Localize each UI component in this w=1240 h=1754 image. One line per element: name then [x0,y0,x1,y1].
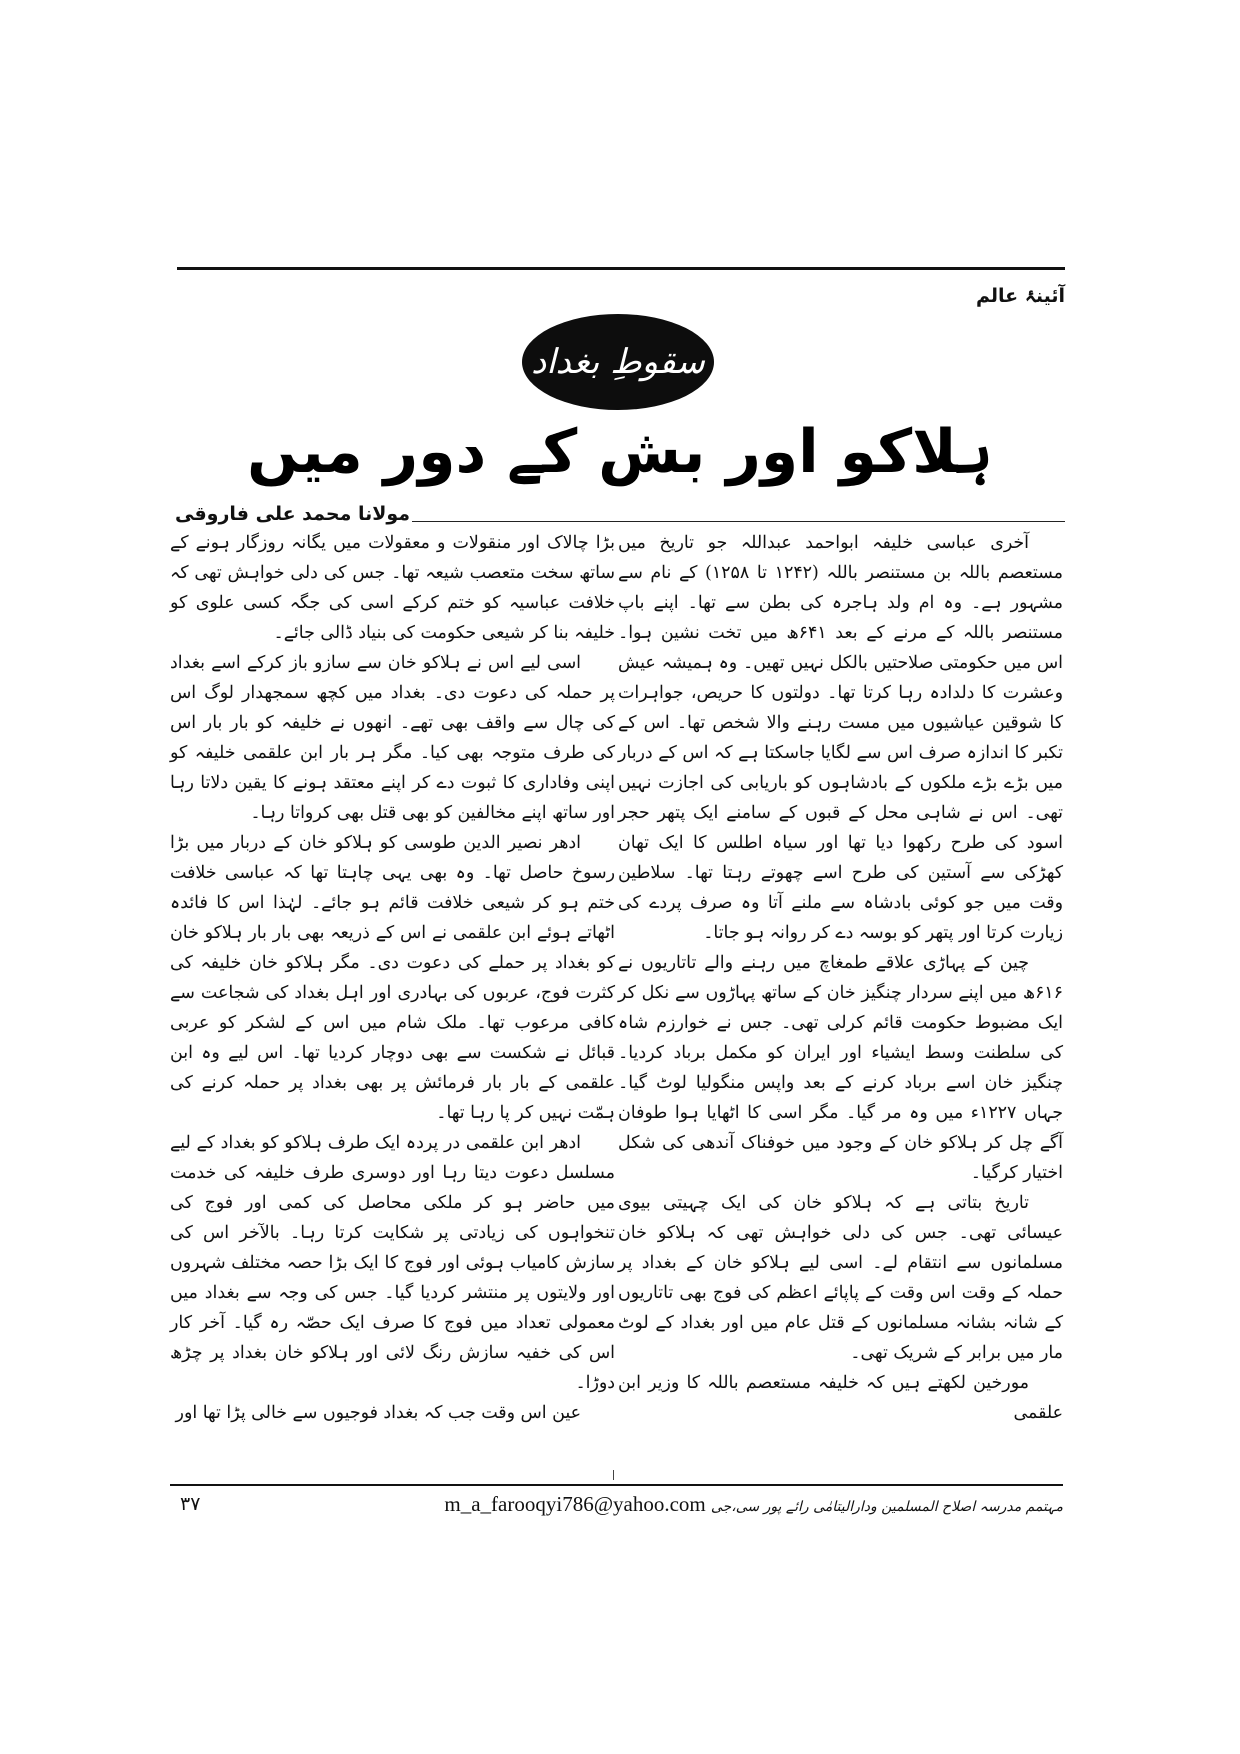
paragraph: عین اس وقت جب کہ بغداد فوجیوں سے خالی پڑا تھا اور [175,1403,581,1423]
paragraph: بڑا چالاک اور منقولات و معقولات میں یگانہ روزگار ہونے کے ساتھ سخت متعصب شیعہ تھا۔ جس کی دلی خواہش تھی کہ خلافت عباسیہ کو ختم کرکے اسی کی جگہ کسی علوی کو خلیفہ بنا کر شیعی حکومت کی بنیاد ڈالی جائے۔ [170,533,615,643]
page-number: ۳۷ [180,1493,201,1515]
column-divider [613,1470,614,1480]
article-column-left [170,528,615,1428]
byline-rule [412,521,1065,522]
author-name: مولانا محمد علی فاروقی [175,503,411,525]
paragraph: چین کے پہاڑی علاقے طمغاچ میں رہنے والے تاتاریوں نے ۶۱۶ھ میں اپنے سردار چنگیز خان کے ساتھ پہاڑوں سے نکل کر ایک مضبوط حکومت قائم کرلی تھی۔ جس نے خوارزم شاہ کی سلطنت وسط ایشیاء اور ایران کو مکمل برباد کردیا۔ چنگیز خان اسے برباد کرنے کے بعد واپس منگولیا لوٹ گیا۔ جہاں ۱۲۲۷ء میں وہ مر گیا۔ مگر اسی کا اٹھایا ہوا طوفان آگے چل کر ہلاکو خان کے وجود میں خوفناک آندھی کی شکل اختیار کرگیا۔ [618,953,1063,1183]
article-headline: ہلاکو اور بش کے دور میں [247,417,993,487]
series-badge-text: سقوطِ بغداد [531,342,705,382]
paragraph: ادھر ابن علقمی در پردہ ایک طرف ہلاکو کو بغداد کے لیے مسلسل دعوت دیتا رہا اور دوسری طرف خلیفہ کی خدمت میں حاضر ہو کر ملکی محاصل کی کمی اور فوج کی تنخواہوں کی زیادتی پر شکایت کرتا رہا۔ بالآخر اس کی سازش کامیاب ہوئی اور فوج کا ایک بڑا حصہ مختلف شہروں اور ولایتوں پر منتشر کردیا گیا۔ جس کی وجہ سے بغداد میں معمولی تعداد میں فوج کا صرف ایک حصّہ رہ گیا۔ آخر کار اس کی خفیہ سازش رنگ لائی اور ہلاکو خان بغداد پر چڑھ دوڑا۔ [170,1133,615,1393]
page-footer [170,1490,1063,1520]
institution-name: مہتمم مدرسہ اصلاح المسلمین ودارالیتامٰی رائے پور سی،جی [710,1499,1063,1515]
article-column-right [618,528,1063,1428]
series-badge [522,314,714,410]
paragraph: تاریخ بتاتی ہے کہ ہلاکو خان کی ایک چہیتی بیوی عیسائی تھی۔ جس کی دلی خواہش تھی کہ ہلاکو خان مسلمانوں سے انتقام لے۔ اسی لیے ہلاکو خان کے بغداد پر حملہ کے وقت اس وقت کے پاپائے اعظم کی فوج بھی تاتاریوں کے شانہ بشانہ مسلمانوں کے قتل عام میں اور بغداد کے لوٹ مار میں برابر کے شریک تھی۔ [618,1193,1063,1363]
paragraph: اسی لیے اس نے ہلاکو خان سے سازو باز کرکے اسے بغداد پر حملہ کی دعوت دی۔ بغداد میں کچھ سمجھدار لوگ اس کی چال سے واقف بھی تھے۔ انھوں نے خلیفہ کو بار بار اس کی طرف متوجہ بھی کیا۔ مگر ہر بار ابن علقمی خلیفہ کو اپنی وفاداری کا ثبوت دے کر اپنے معتقد ہونے کا یقین دلاتا رہا اور ساتھ اپنے مخالفین کو بھی قتل بھی کرواتا رہا۔ [170,653,615,823]
footer-rule [170,1484,1063,1486]
section-label: آئینۂ عالم [975,285,1065,307]
header-rule [177,267,1065,270]
footer-credit [444,1490,1063,1521]
byline [175,500,1065,528]
paragraph: ادھر نصیر الدین طوسی کو ہلاکو خان کے دربار میں بڑا رسوخ حاصل تھا۔ وہ بھی یہی چاہتا تھا کہ عباسی خلافت ختم ہو کر شیعی خلافت قائم ہو جائے۔ لہٰذا اس کا فائدہ اٹھاتے ہوئے ابن علقمی نے اس کے ذریعہ بھی بار بار ہلاکو خان کو بغداد پر حملے کی دعوت دی۔ مگر ہلاکو خان خلیفہ کی کثرت فوج، عربوں کی بہادری اور اہل بغداد کی شجاعت سے کافی مرعوب تھا۔ ملک شام میں اس کے لشکر کو عربی قبائل نے شکست سے بھی دوچار کردیا تھا۔ اس لیے وہ ابن علقمی کے بار بار فرمائش پر بھی بغداد پر حملہ کرنے کی ہمّت نہیں کر پا رہا تھا۔ [170,833,615,1123]
paragraph: مورخین لکھتے ہیں کہ خلیفہ مستعصم باللہ کا وزیر ابن علقمی [618,1373,1063,1423]
author-email[interactable]: m_a_farooqyi786@yahoo.com [444,1492,706,1516]
paragraph: آخری عباسی خلیفہ ابواحمد عبداللہ جو تاریخ میں مستعصم باللہ بن مستنصر باللہ (۱۲۴۲ تا ۱۲۵۸) کے نام سے مشہور ہے۔ وہ ام ولد ہاجرہ کی بطن سے تھا۔ اپنے باپ مستنصر باللہ کے مرنے کے بعد ۶۴۱ھ میں تخت نشین ہوا۔ اس میں حکومتی صلاحتیں بالکل نہیں تھیں۔ وہ ہمیشہ عیش وعشرت کا دلدادہ رہا کرتا تھا۔ دولتوں کا حریص، جواہرات کا شوقین عیاشیوں میں مست رہنے والا شخص تھا۔ اس کے تکبر کا اندازہ صرف اس سے لگایا جاسکتا ہے کہ اس کے دربار میں بڑے بڑے ملکوں کے بادشاہوں کو باریابی کی اجازت نہیں تھی۔ اس نے شاہی محل کے قبوں کے سامنے ایک پتھر حجر اسود کی طرح رکھوا دیا تھا اور سیاہ اطلس کا ایک تھان کھڑکی سے آستین کی طرح اسے چھوتے رہتا تھا۔ سلاطین وقت میں جو کوئی بادشاہ سے ملنے آتا وہ صرف پردے کی زیارت کرتا اور پتھر کو بوسہ دے کر روانہ ہو جاتا۔ [618,533,1063,943]
